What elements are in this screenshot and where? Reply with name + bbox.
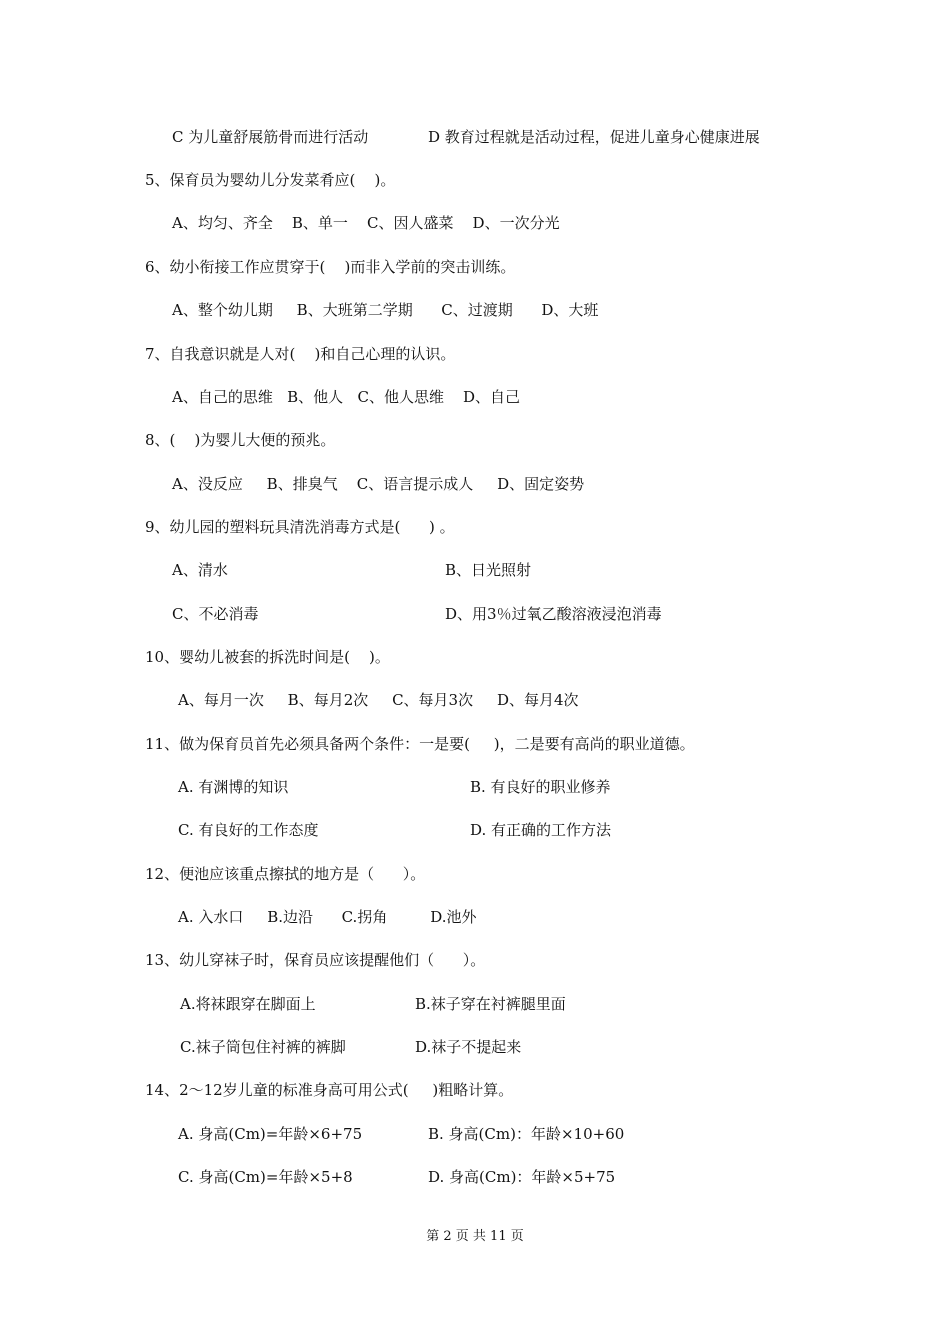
question-11-option-b: B. 有良好的职业修养 (470, 778, 611, 796)
question-13-option-c: C.袜子筒包住衬裤的裤脚 (180, 1038, 346, 1056)
question-9-option-c: C、不必消毒 (172, 605, 259, 623)
question-14-option-d: D. 身高(Cm)：年龄×5+75 (428, 1168, 616, 1186)
question-14-option-a: A. 身高(Cm)=年龄×6+75 (178, 1125, 363, 1143)
question-13-option-d: D.袜子不提起来 (415, 1038, 522, 1056)
question-10: 10、婴幼儿被套的拆洗时间是( )。 (145, 648, 390, 666)
question-14-option-b: B. 身高(Cm)：年龄×10+60 (428, 1125, 625, 1143)
question-12-options: A. 入水口 B.边沿 C.拐角 D.池外 (178, 908, 477, 926)
question-5-options: A、均匀、齐全 B、单一 C、因人盛菜 D、一次分光 (172, 214, 560, 232)
page-footer: 第 2 页 共 11 页 (426, 1229, 524, 1244)
question-14-option-c: C. 身高(Cm)=年龄×5+8 (178, 1168, 353, 1186)
question-12: 12、便池应该重点擦拭的地方是（ ）。 (145, 865, 426, 883)
question-14: 14、2～12岁儿童的标准身高可用公式( )粗略计算。 (145, 1081, 514, 1099)
question-11-option-d: D. 有正确的工作方法 (470, 821, 612, 839)
question-9-option-d: D、用3％过氧乙酸溶液浸泡消毒 (445, 605, 662, 623)
question-5: 5、保育员为婴幼儿分发菜肴应( )。 (145, 171, 396, 189)
question-11: 11、做为保育员首先必须具备两个条件：一是要( )，二是要有高尚的职业道德。 (145, 735, 695, 753)
question-11-option-c: C. 有良好的工作态度 (178, 821, 319, 839)
question-13-option-b: B.袜子穿在衬裤腿里面 (415, 995, 566, 1013)
question-10-options: A、每月一次 B、每月2次 C、每月3次 D、每月4次 (178, 691, 579, 709)
question-9: 9、幼儿园的塑料玩具清洗消毒方式是( ) 。 (145, 518, 455, 536)
question-7: 7、自我意识就是人对( )和自己心理的认识。 (145, 345, 456, 363)
question-13: 13、幼儿穿袜子时，保育员应该提醒他们（ ）。 (145, 951, 486, 969)
option-d: D 教育过程就是活动过程，促进儿童身心健康进展 (428, 128, 760, 146)
question-8: 8、( )为婴儿大便的预兆。 (145, 431, 336, 449)
question-11-option-a: A. 有渊博的知识 (178, 778, 289, 796)
question-8-options: A、没反应 B、排臭气 C、语言提示成人 D、固定姿势 (172, 475, 585, 493)
option-c: C 为儿童舒展筋骨而进行活动 (172, 128, 369, 146)
question-6: 6、幼小衔接工作应贯穿于( )而非入学前的突击训练。 (145, 258, 516, 276)
question-13-option-a: A.将袜跟穿在脚面上 (180, 995, 316, 1013)
question-6-options: A、整个幼儿期 B、大班第二学期 C、过渡期 D、大班 (172, 301, 599, 319)
question-9-option-b: B、日光照射 (445, 561, 532, 579)
question-9-option-a: A、清水 (172, 561, 228, 579)
question-7-options: A、自己的思维 B、他人 C、他人思维 D、自己 (172, 388, 521, 406)
